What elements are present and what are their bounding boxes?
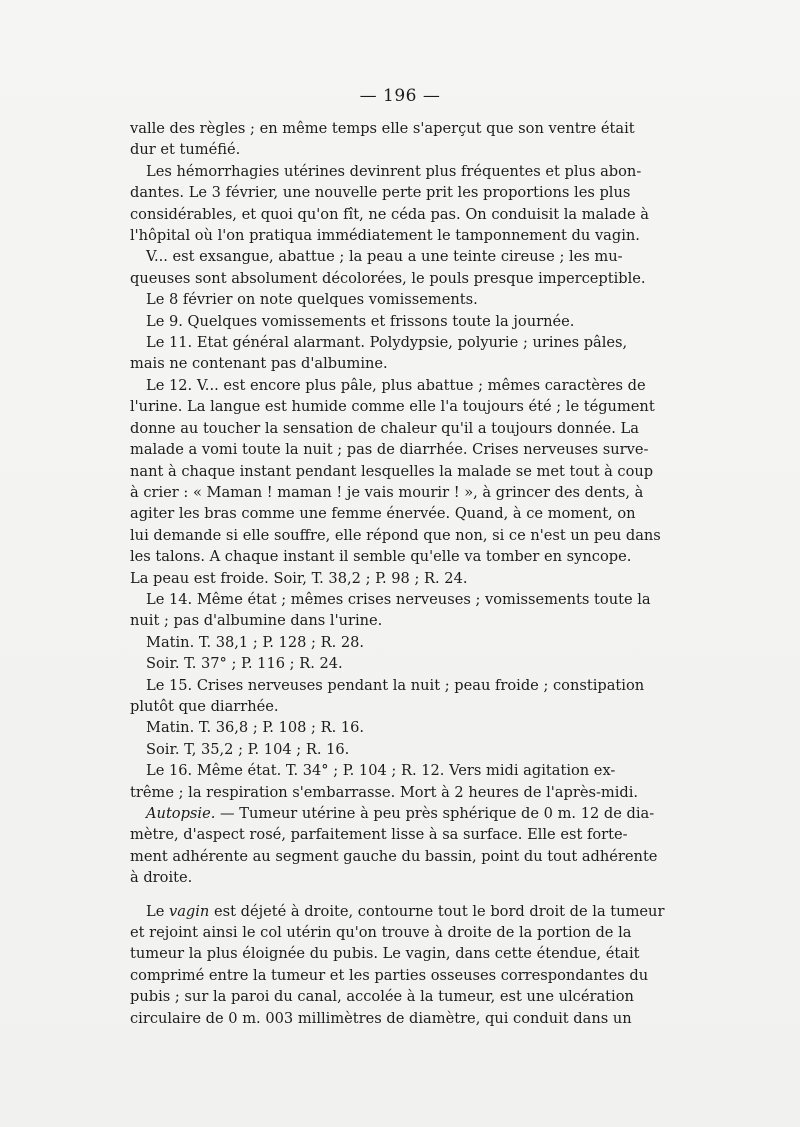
page-number: — 196 — — [359, 86, 441, 106]
text-line: queuses sont absolument décolorées, le pouls presque imperceptible. — [130, 269, 646, 287]
text-line: à crier : « Maman ! maman ! je vais mourir ! », à grincer des dents, à — [130, 483, 644, 501]
text-line: les talons. A chaque instant il semble qu'elle va tomber en syncope. — [130, 548, 632, 566]
autopsie-text: — Tumeur utérine à peu près sphérique de 0 m. 12 de dia- — [215, 805, 655, 822]
text-line: dantes. Le 3 février, une nouvelle perte prit les proportions les plus — [130, 184, 631, 202]
text-line: Le 8 février on note quelques vomissements. — [146, 291, 478, 309]
text-line — [130, 803, 678, 824]
text-line: comprimé entre la tumeur et les parties osseuses correspondantes du — [130, 966, 649, 984]
text-line: Le 11. Etat général alarmant. Polydypsie, polyurie ; urines pâles, — [146, 334, 628, 352]
text-line: Le 9. Quelques vomissements et frissons toute la journée. — [146, 312, 575, 330]
text-line: nant à chaque instant pendant lesquelles la malade se met tout à coup — [130, 462, 654, 480]
text-line: Soir. T. 37° ; P. 116 ; R. 24. — [146, 655, 343, 673]
text-line: agiter les bras comme une femme énervée. Quand, à ce moment, on — [130, 505, 636, 523]
autopsie-heading: Autopsie. — [146, 805, 216, 822]
text-line — [130, 901, 678, 922]
text-line: Matin. T. 36,8 ; P. 108 ; R. 16. — [146, 719, 365, 737]
text-line: plutôt que diarrhée. — [130, 697, 279, 715]
text-line: et rejoint ainsi le col utérin qu'on trouve à droite de la portion de la — [130, 924, 632, 942]
text-line: trême ; la respiration s'embarrasse. Mort à 2 heures de l'après-midi. — [130, 783, 639, 801]
text-line: Le 12. V... est encore plus pâle, plus abattue ; mêmes caractères de — [146, 376, 646, 394]
vagin-text: est déjeté à droite, contourne tout le bord droit de la tumeur — [209, 902, 665, 920]
text-line: lui demande si elle souffre, elle répond que non, si ce n'est un peu dans — [130, 526, 661, 544]
text-line: circulaire de 0 m. 003 millimètres de diamètre, qui conduit dans un — [130, 1009, 632, 1027]
text-line: valle des règles ; en même temps elle s'aperçut que son ventre était — [130, 120, 635, 137]
text-line: Les hémorrhagies utérines devinrent plus fréquentes et plus abon- — [146, 162, 642, 180]
vagin-prefix: Le — [146, 902, 169, 920]
text-line: nuit ; pas d'albumine dans l'urine. — [130, 612, 383, 630]
text-line: l'hôpital où l'on pratiqua immédiatement le tamponnement du vagin. — [130, 227, 640, 245]
text-line: donne au toucher la sensation de chaleur qu'il a toujours donnée. La — [130, 419, 639, 437]
text-line: Le 15. Crises nerveuses pendant la nuit ; peau froide ; constipation — [146, 676, 645, 694]
text-line: V... est exsangue, abattue ; la peau a une teinte cireuse ; les mu- — [146, 248, 623, 266]
text-line: Soir. T, 35,2 ; P. 104 ; R. 16. — [146, 740, 350, 758]
text-line: malade a vomi toute la nuit ; pas de diarrhée. Crises nerveuses surve- — [130, 441, 649, 459]
text-line: La peau est froide. Soir, T. 38,2 ; P. 98 ; R. 24. — [130, 569, 468, 587]
text-line: à droite. — [130, 869, 193, 887]
paragraph-gap — [130, 889, 678, 901]
text-line: l'urine. La langue est humide comme elle l'a toujours été ; le tégument — [130, 398, 655, 416]
text-line: mètre, d'aspect rosé, parfaitement lisse à sa surface. Elle est forte- — [130, 826, 628, 844]
vagin-italic: vagin — [168, 902, 210, 920]
text-line: pubis ; sur la paroi du canal, accolée à la tumeur, est une ulcération — [130, 988, 634, 1006]
text-line: considérables, et quoi qu'on fît, ne céda pas. On conduisit la malade à — [130, 205, 649, 223]
text-line: Le 14. Même état ; mêmes crises nerveuses ; vomissements toute la — [146, 590, 651, 608]
body-text — [130, 118, 678, 1029]
text-line: tumeur la plus éloignée du pubis. Le vagin, dans cette étendue, était — [130, 945, 640, 963]
text-line: dur et tuméfié. — [130, 141, 241, 159]
text-line: Le 16. Même état. T. 34° ; P. 104 ; R. 12. Vers midi agitation ex- — [146, 762, 616, 780]
text-line: mais ne contenant pas d'albumine. — [130, 355, 388, 373]
text-line: Matin. T. 38,1 ; P. 128 ; R. 28. — [146, 633, 365, 651]
text-line: ment adhérente au segment gauche du bassin, point du tout adhérente — [130, 847, 658, 865]
